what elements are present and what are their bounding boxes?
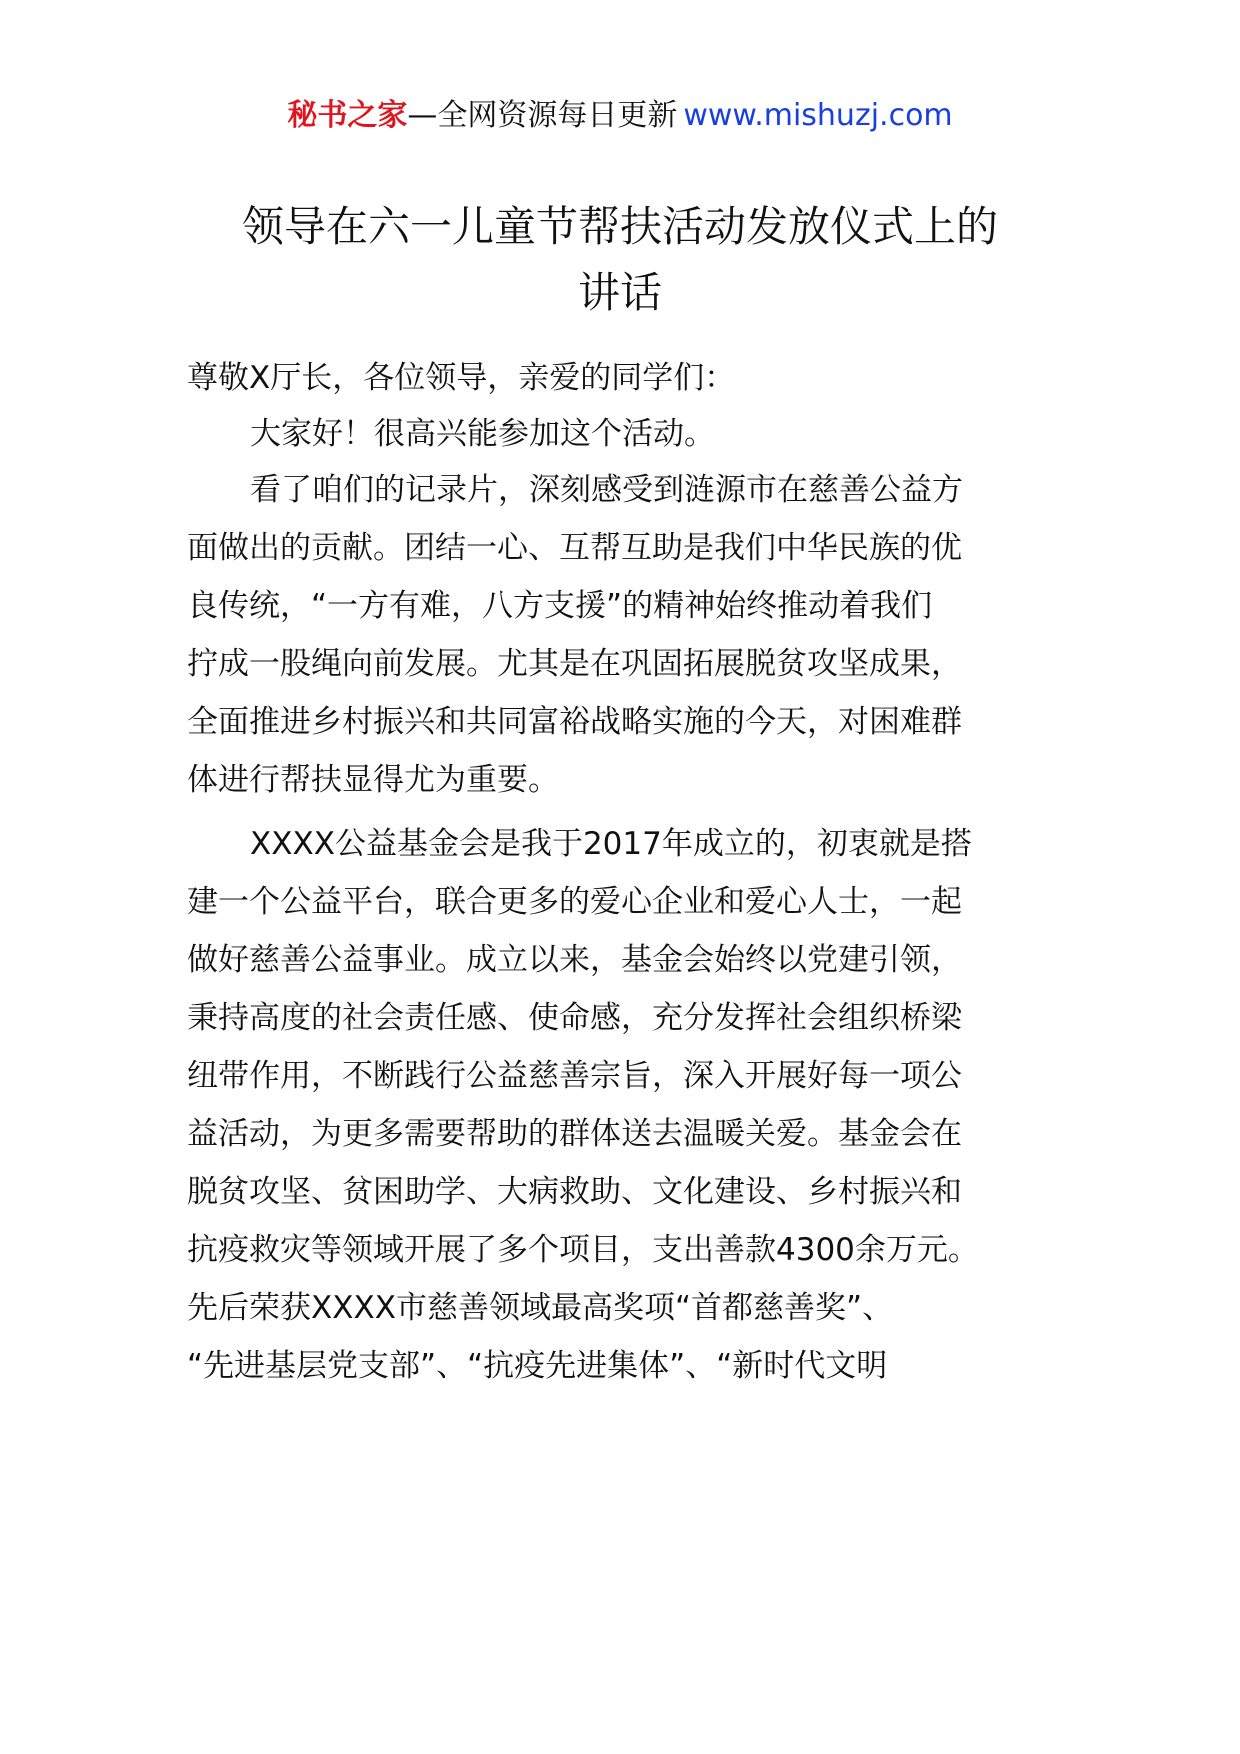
body-line: 益活动，为更多需要帮助的群体送去温暖关爱。基金会在 [187, 1116, 962, 1152]
body-line: 建一个公益平台，联合更多的爱心企业和爱心人士，一起 [187, 884, 962, 920]
body-line: 体进行帮扶显得尤为重要。 [187, 762, 559, 798]
body-line: XXXX公益基金会是我于2017年成立的，初衷就是搭 [250, 826, 972, 862]
body-line: 纽带作用，不断践行公益慈善宗旨，深入开展好每一项公 [187, 1058, 962, 1094]
body-line: 抗疫救灾等领域开展了多个项目，支出善款4300余万元。 [187, 1232, 979, 1268]
site-url-link[interactable]: www.mishuzj.com [683, 98, 953, 133]
body-line: 全面推进乡村振兴和共同富裕战略实施的今天，对困难群 [187, 704, 962, 740]
body-line: 脱贫攻坚、贫困助学、大病救助、文化建设、乡村振兴和 [187, 1174, 962, 1210]
site-tagline: —全网资源每日更新 [407, 98, 678, 133]
title-line: 讲话 [577, 268, 662, 317]
body-line: 看了咱们的记录片，深刻感受到涟源市在慈善公益方 [250, 472, 963, 508]
site-header [0, 96, 1240, 136]
body-line: “先进基层党支部”、“抗疫先进集体”、“新时代文明 [187, 1348, 888, 1384]
body-line: 大家好！很高兴能参加这个活动。 [250, 416, 715, 452]
body-line: 拧成一股绳向前发展。尤其是在巩固拓展脱贫攻坚成果， [187, 646, 962, 682]
document-title [130, 194, 1110, 326]
title-line: 领导在六一儿童节帮扶活动发放仪式上的 [241, 202, 998, 251]
brand-name: 秘书之家 [287, 98, 408, 133]
body-line: 先后荣获XXXX市慈善领域最高奖项“首都慈善奖”、 [187, 1290, 894, 1326]
salutation-line: 尊敬X厅长，各位领导，亲爱的同学们： [187, 360, 736, 396]
body-line: 秉持高度的社会责任感、使命感，充分发挥社会组织桥梁 [187, 1000, 962, 1036]
body-line: 良传统，“一方有难，八方支援”的精神始终推动着我们 [187, 588, 933, 624]
body-line: 做好慈善公益事业。成立以来，基金会始终以党建引领， [187, 942, 962, 978]
document-body [187, 360, 1053, 1398]
body-line: 面做出的贡献。团结一心、互帮互助是我们中华民族的优 [187, 530, 962, 566]
